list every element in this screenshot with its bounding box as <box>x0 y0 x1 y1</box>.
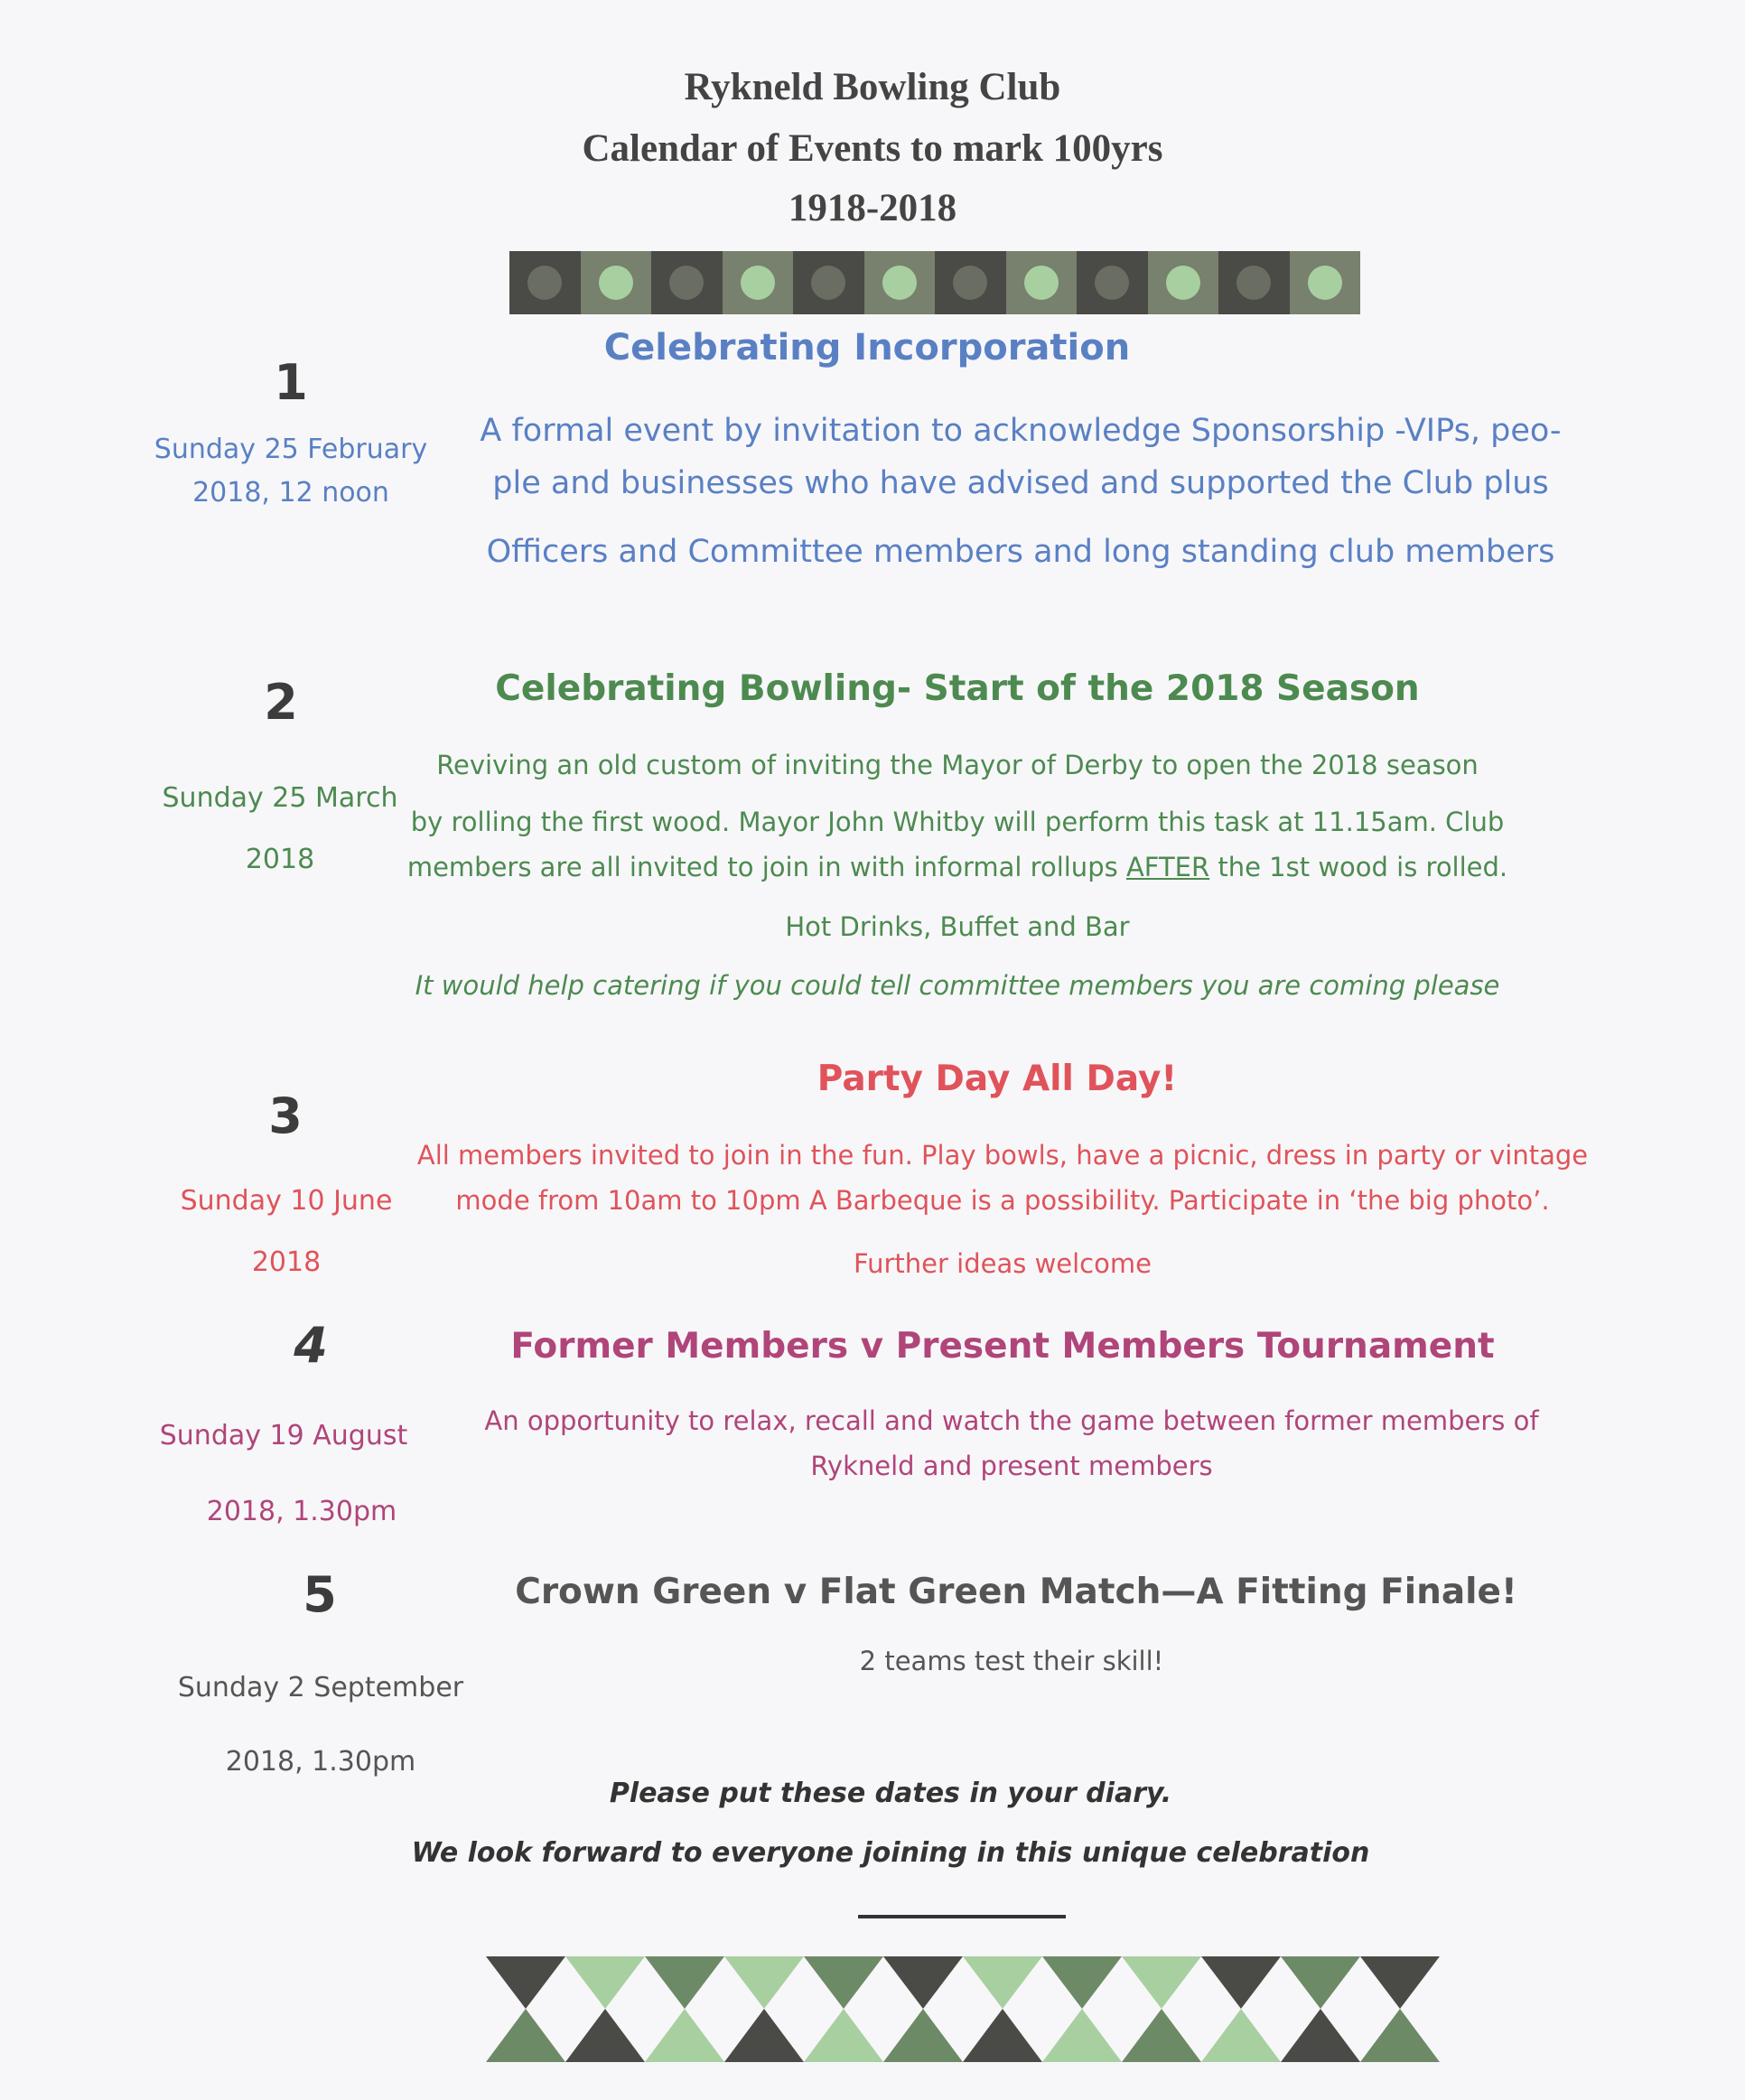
footer-divider <box>858 1915 1066 1918</box>
event-desc-2-line3-part-b: the 1st wood is rolled. <box>1209 852 1508 882</box>
event-desc-3-line1: All members invited to join in the fun. Play bowls, have a picnic, dress in party or vintage <box>416 1140 1589 1171</box>
year-range: 1918-2018 <box>788 187 957 229</box>
event-desc-2-line4: Hot Drinks, Buffet and Bar <box>785 911 1130 942</box>
triangle-band-top-row <box>486 1956 1440 2009</box>
event-desc-3 <box>415 1133 1590 1286</box>
decorative-triangle-band <box>486 1956 1440 2062</box>
triangle-band-bottom-row <box>486 2009 1440 2062</box>
event-desc-3-line3: Further ideas welcome <box>854 1248 1152 1279</box>
event-desc-1 <box>470 405 1572 578</box>
event-date-2-line2: 2018 <box>245 844 315 875</box>
event-desc-2-underlined-word: AFTER <box>1125 852 1210 882</box>
event-desc-2-line2: by rolling the first wood. Mayor John Whitby will perform this task at 11.15am. Club <box>410 807 1505 837</box>
event-desc-1-line3: Officers and Committee members and long standing club members <box>486 534 1555 570</box>
event-number-2: 2 <box>264 674 298 731</box>
event-date-4 <box>121 1398 446 1550</box>
event-desc-1-line2: ple and businesses who have advised and supported the Club plus <box>492 465 1549 501</box>
footer-diary-note: Please put these dates in your diary. <box>609 1778 1172 1809</box>
event-desc-3-line2: mode from 10am to 10pm A Barbeque is a possibility. Participate in ‘the big photo’. <box>455 1185 1550 1216</box>
event-desc-5: 2 teams test their skill! <box>859 1646 1164 1676</box>
event-date-5-line2: 2018, 1.30pm <box>225 1746 416 1778</box>
event-date-2-line1: Sunday 25 March <box>162 782 398 814</box>
event-desc-4-line1: An opportunity to relax, recall and watch the game between former members of <box>484 1405 1539 1436</box>
event-desc-2 <box>397 742 1517 1008</box>
event-date-5-line1: Sunday 2 September <box>177 1672 464 1703</box>
event-number-5: 5 <box>303 1566 337 1623</box>
event-desc-1-line1: A formal event by invitation to acknowledge Sponsorship -VIPs, peo- <box>480 413 1562 449</box>
calendar-title: Calendar of Events to mark 100yrs <box>582 127 1163 170</box>
event-desc-2-line3-part-a: members are all invited to join in with informal rollups <box>406 852 1126 882</box>
event-date-4-line1: Sunday 19 August <box>159 1420 408 1451</box>
event-date-3-line1: Sunday 10 June <box>180 1185 393 1217</box>
event-date-4-line2: 2018, 1.30pm <box>206 1496 397 1527</box>
event-desc-4 <box>452 1398 1572 1489</box>
footer-celebration-note: We look forward to everyone joining in this unique celebration <box>411 1837 1370 1869</box>
event-title-5: Crown Green v Flat Green Match—A Fitting Finale! <box>515 1572 1517 1612</box>
event-date-3 <box>124 1171 449 1293</box>
event-date-1-line2: 2018, 12 noon <box>192 477 389 509</box>
event-desc-2-line1: Reviving an old custom of inviting the Mayor of Derby to open the 2018 season <box>436 750 1479 780</box>
event-date-3-line2: 2018 <box>251 1246 322 1278</box>
event-desc-4-line2: Rykneld and present members <box>810 1451 1213 1481</box>
event-number-3: 3 <box>268 1087 303 1144</box>
event-title-3: Party Day All Day! <box>817 1059 1178 1099</box>
event-desc-2-line5: It would help catering if you could tell committee members you are coming please <box>415 970 1500 1001</box>
event-number-4: 4 <box>294 1317 328 1374</box>
club-name: Rykneld Bowling Club <box>684 66 1061 108</box>
event-date-2 <box>117 768 443 891</box>
decorative-dot-band <box>509 251 1360 314</box>
event-title-4: Former Members v Present Members Tournament <box>510 1326 1495 1367</box>
event-title-1: Celebrating Incorporation <box>603 327 1131 369</box>
event-number-1: 1 <box>274 354 308 411</box>
event-date-1 <box>128 428 453 515</box>
event-title-2: Celebrating Bowling- Start of the 2018 Season <box>495 668 1420 709</box>
event-desc-2-line3 <box>397 844 1517 891</box>
event-date-1-line1: Sunday 25 February <box>154 434 428 465</box>
